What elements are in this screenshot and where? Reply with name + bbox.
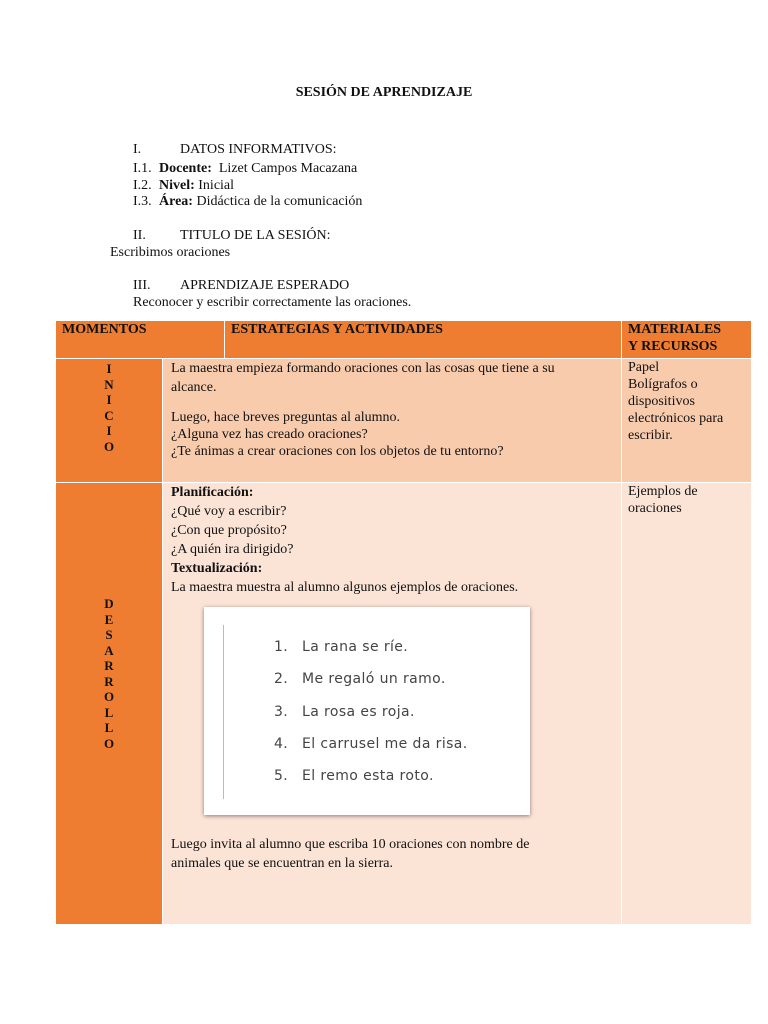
section-1-heading bbox=[133, 142, 337, 158]
header-momentos: MOMENTOS bbox=[56, 321, 225, 359]
info-docente: I.1. Docente: Lizet Campos Macazana bbox=[133, 161, 358, 176]
lesson-plan-table bbox=[55, 320, 752, 925]
desarrollo-materials: Ejemplos de oraciones bbox=[622, 483, 752, 925]
info-nivel: I.2. Nivel: Inicial bbox=[133, 178, 235, 193]
moment-letters: D E S A R R O L L O bbox=[103, 596, 115, 751]
planificacion-label: Planificación: bbox=[171, 485, 254, 500]
table-row-inicio bbox=[56, 359, 752, 483]
example-sentence: 5. El remo esta roto. bbox=[274, 768, 434, 784]
info-label: Docente: bbox=[159, 161, 212, 176]
info-label: Nivel: bbox=[159, 178, 195, 193]
example-sentence: 4. El carrusel me da risa. bbox=[274, 736, 468, 752]
table-header-row bbox=[56, 321, 752, 359]
example-sentence: 1. La rana se ríe. bbox=[274, 639, 409, 655]
header-estrategias: ESTRATEGIAS Y ACTIVIDADES bbox=[225, 321, 622, 359]
header-materiales: MATERIALES Y RECURSOS bbox=[622, 321, 752, 359]
example-sentence: 2. Me regaló un ramo. bbox=[274, 671, 446, 687]
desarrollo-activities: Planificación: ¿Qué voy a escribir? ¿Con que propósito? ¿A quién ira dirigido? Textualización: La maestra muestra al alumno algunos ejemplos de oraciones. 1. La rana se ríe. 2. Me regaló un ramo. 3. La rosa es roja. 4. El carrusel me da risa. 5. El remo esta roto. Luego invita al alumno que escriba 10 oraciones con nombre de animales que se encuentran en la sierra. bbox=[163, 483, 622, 925]
section-number: I. bbox=[133, 142, 142, 157]
margin-line bbox=[223, 625, 224, 799]
example-sentences-image bbox=[204, 607, 530, 815]
document-title: SESIÓN DE APRENDIZAJE bbox=[295, 85, 473, 100]
info-value: Lizet Campos Macazana bbox=[218, 161, 358, 176]
info-value: Inicial bbox=[198, 178, 235, 193]
section-title: DATOS INFORMATIVOS: bbox=[180, 142, 337, 157]
info-area: I.3. Área: Didáctica de la comunicación bbox=[133, 194, 363, 209]
example-sentence: 3. La rosa es roja. bbox=[274, 704, 415, 720]
moment-letters: I N I C I O bbox=[103, 361, 115, 454]
info-value: Didáctica de la comunicación bbox=[196, 194, 363, 209]
inicio-activities: La maestra empieza formando oraciones con las cosas que tiene a su alcance. Luego, hace breves preguntas al alumno. ¿Alguna vez has creado oraciones? ¿Te ánimas a crear oraciones con los objetos de tu entorno? bbox=[163, 359, 622, 483]
section-2-heading: II. TITULO DE LA SESIÓN: bbox=[133, 228, 331, 243]
section-3-heading: III. APRENDIZAJE ESPERADO bbox=[133, 278, 350, 293]
table-row-desarrollo bbox=[56, 483, 752, 925]
inicio-materials: Papel Bolígrafos o dispositivos electrónicos para escribir. bbox=[622, 359, 752, 483]
moment-desarrollo bbox=[56, 483, 163, 925]
session-title-text: Escribimos oraciones bbox=[110, 245, 231, 260]
expected-learning-text: Reconocer y escribir correctamente las oraciones. bbox=[133, 295, 412, 310]
info-label: Área: bbox=[159, 194, 193, 209]
moment-inicio bbox=[56, 359, 163, 483]
textualizacion-label: Textualización: bbox=[171, 561, 263, 576]
